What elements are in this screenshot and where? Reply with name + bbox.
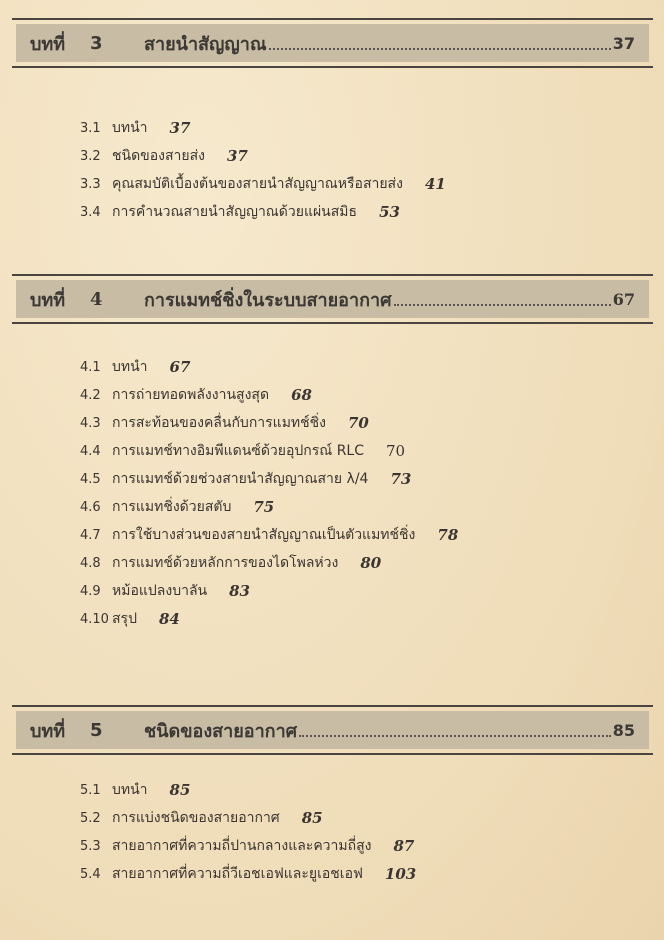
- section-title: การสะท้อนของคลื่นกับการแมทช์ชิ่ง: [112, 415, 326, 431]
- section-page: 37: [169, 119, 191, 137]
- chapter-page: 37: [612, 33, 635, 53]
- section-number: 5.2: [80, 810, 101, 826]
- chapter-page: 67: [612, 289, 635, 309]
- section-title: การถ่ายทอดพลังงานสูงสุด: [112, 387, 270, 403]
- section-page: 70: [386, 442, 406, 460]
- toc-entry[interactable]: [80, 605, 458, 633]
- toc-entry[interactable]: [80, 860, 416, 888]
- section-number: 4.6: [80, 499, 101, 515]
- section-number: 5.4: [80, 866, 101, 882]
- section-page: 87: [393, 837, 415, 855]
- section-number: 4.9: [80, 583, 101, 599]
- section-title: การคำนวณสายนำสัญญาณด้วยแผ่นสมิธ: [112, 204, 358, 220]
- section-title: คุณสมบัติเบื้องต้นของสายนำสัญญาณหรือสายส่ง: [112, 176, 403, 192]
- toc-entry[interactable]: [80, 437, 458, 465]
- section-number: 4.1: [80, 359, 101, 375]
- chapter-band: [16, 24, 649, 62]
- section-page: 67: [169, 358, 191, 376]
- section-number: 4.8: [80, 555, 101, 571]
- section-title: การแบ่งชนิดของสายอากาศ: [112, 810, 280, 826]
- chapter-number: 3: [90, 32, 103, 54]
- leader-dots: [269, 48, 611, 50]
- chapter-label: บทที่: [30, 720, 66, 742]
- section-number: 3.2: [80, 148, 101, 164]
- chapter-5-sections: [80, 776, 416, 888]
- section-page: 73: [390, 470, 412, 488]
- section-number: 4.10: [80, 611, 109, 627]
- section-number: 5.3: [80, 838, 101, 854]
- top-rule: [12, 274, 653, 276]
- section-number: 4.2: [80, 387, 101, 403]
- toc-entry[interactable]: [80, 198, 446, 226]
- toc-entry[interactable]: [80, 804, 416, 832]
- section-page: 75: [253, 498, 275, 516]
- toc-entry[interactable]: [80, 170, 446, 198]
- bottom-rule: [12, 753, 653, 755]
- toc-entry[interactable]: [80, 409, 458, 437]
- chapter-4-sections: [80, 353, 458, 633]
- toc-entry[interactable]: [80, 465, 458, 493]
- bottom-rule: [12, 322, 653, 324]
- section-title: บทนำ: [112, 359, 148, 375]
- section-title: สรุป: [112, 611, 137, 627]
- section-number: 4.7: [80, 527, 101, 543]
- toc-entry[interactable]: [80, 114, 446, 142]
- section-title: สายอากาศที่ความถี่วีเอชเอฟและยูเอชเอฟ: [112, 866, 363, 882]
- section-number: 3.1: [80, 120, 101, 136]
- section-number: 4.3: [80, 415, 101, 431]
- toc-entry[interactable]: [80, 521, 458, 549]
- toc-entry[interactable]: [80, 577, 458, 605]
- section-page: 78: [437, 526, 459, 544]
- section-page: 53: [379, 203, 400, 221]
- section-title: การแมทชิ่งด้วยสตับ: [112, 499, 232, 515]
- section-number: 3.3: [80, 176, 101, 192]
- section-number: 4.4: [80, 443, 101, 459]
- toc-entry[interactable]: [80, 493, 458, 521]
- chapter-4-header: [12, 274, 653, 324]
- chapter-band: [16, 711, 649, 749]
- toc-entry[interactable]: [80, 381, 458, 409]
- section-number: 5.1: [80, 782, 101, 798]
- section-page: 68: [291, 386, 312, 404]
- leader-dots: [299, 735, 611, 737]
- bottom-rule: [12, 66, 653, 68]
- chapter-title[interactable]: ชนิดของสายอากาศ: [144, 720, 298, 742]
- section-page: 85: [169, 781, 191, 799]
- toc-entry[interactable]: [80, 776, 416, 804]
- chapter-label: บทที่: [30, 289, 66, 311]
- section-title: การแมทช์ด้วยช่วงสายนำสัญญาณสาย λ/4: [112, 471, 369, 487]
- section-title: สายอากาศที่ความถี่ปานกลางและความถี่สูง: [112, 838, 372, 854]
- section-title: การใช้บางส่วนของสายนำสัญญาณเป็นตัวแมทช์ชิ่ง: [112, 527, 416, 543]
- section-title: การแมทช์ด้วยหลักการของไดโพลห่วง: [112, 555, 339, 571]
- chapter-number: 5: [90, 719, 103, 741]
- toc-entry[interactable]: [80, 549, 458, 577]
- toc-entry[interactable]: [80, 353, 458, 381]
- section-number: 4.5: [80, 471, 101, 487]
- chapter-title[interactable]: การแมทช์ชิ่งในระบบสายอากาศ: [144, 289, 392, 311]
- section-title: บทนำ: [112, 120, 148, 136]
- section-page: 83: [229, 582, 250, 600]
- section-title: การแมทช์ทางอิมพีแดนซ์ด้วยอุปกรณ์ RLC: [112, 443, 365, 459]
- top-rule: [12, 705, 653, 707]
- toc-entry[interactable]: [80, 832, 416, 860]
- section-page: 103: [384, 865, 417, 883]
- section-page: 80: [360, 554, 382, 572]
- section-page: 84: [158, 610, 180, 628]
- section-number: 3.4: [80, 204, 101, 220]
- chapter-label: บทที่: [30, 33, 66, 55]
- chapter-3-sections: [80, 114, 446, 226]
- chapter-5-header: [12, 705, 653, 755]
- chapter-number: 4: [90, 288, 103, 310]
- chapter-title[interactable]: สายนำสัญญาณ: [144, 33, 267, 55]
- toc-entry[interactable]: [80, 142, 446, 170]
- section-page: 85: [301, 809, 323, 827]
- section-page: 41: [424, 175, 446, 193]
- section-title: หม้อแปลงบาลัน: [112, 583, 208, 599]
- chapter-band: [16, 280, 649, 318]
- section-title: บทนำ: [112, 782, 148, 798]
- section-page: 37: [226, 147, 248, 165]
- section-page: 70: [348, 414, 369, 432]
- chapter-3-header: [12, 18, 653, 68]
- leader-dots: [394, 304, 611, 306]
- chapter-page: 85: [612, 720, 635, 740]
- section-title: ชนิดของสายส่ง: [112, 148, 205, 164]
- top-rule: [12, 18, 653, 20]
